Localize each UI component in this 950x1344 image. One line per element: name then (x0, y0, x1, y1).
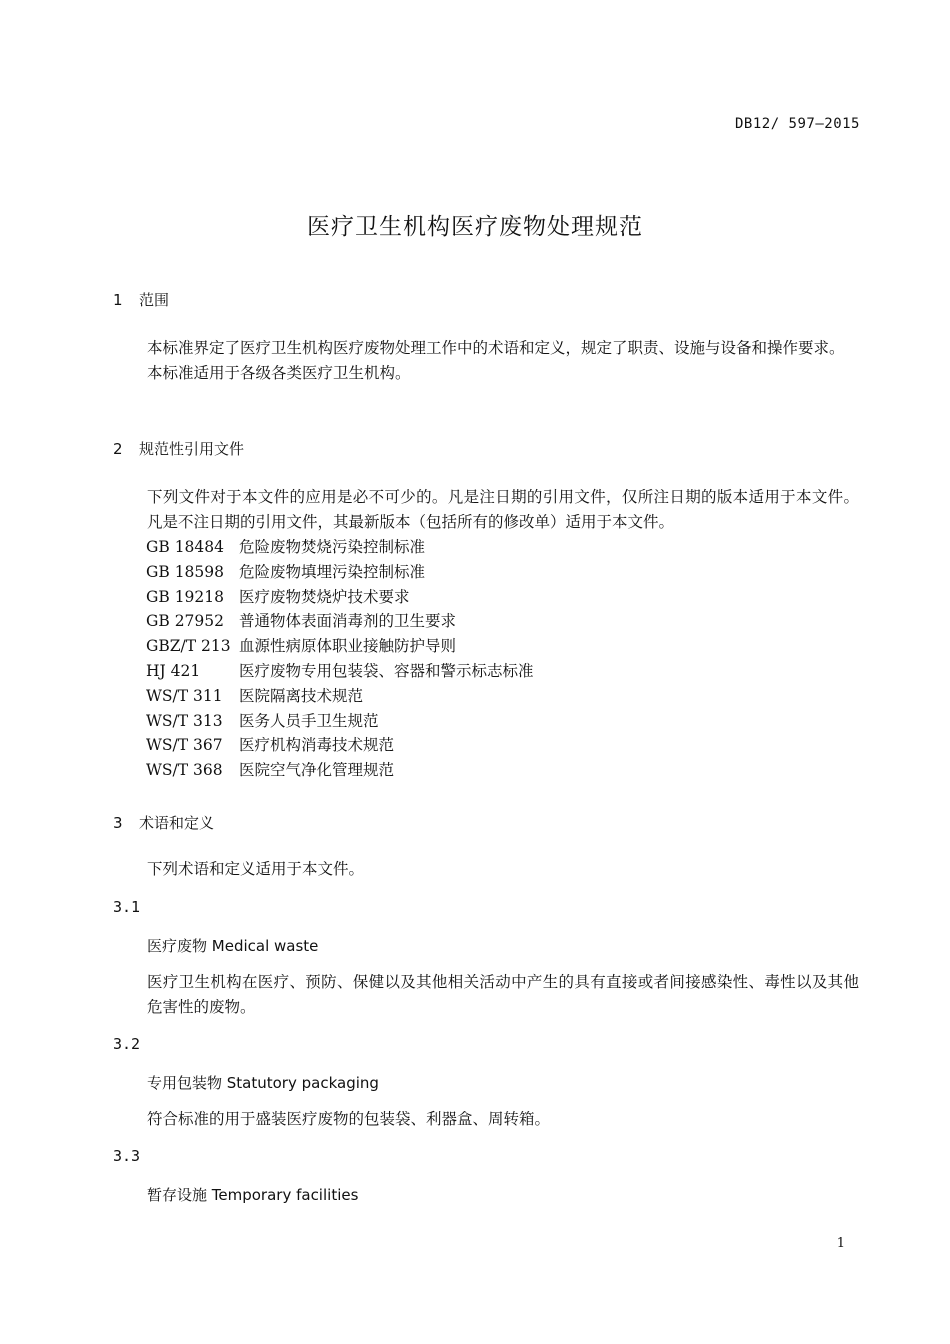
reference-item (146, 585, 534, 610)
reference-title: 医疗废物专用包装袋、容器和警示标志标准 (239, 661, 534, 680)
term-3-2: 专用包装物 Statutory packaging (147, 1074, 379, 1092)
reference-title: 普通物体表面消毒剂的卫生要求 (239, 612, 457, 631)
page-title: 医疗卫生机构医疗废物处理规范 (307, 214, 643, 240)
section-1-paragraph (113, 336, 859, 386)
reference-title: 医务人员手卫生规范 (239, 711, 379, 730)
reference-item (146, 634, 534, 659)
subsection-3-2-number: 3.2 (113, 1035, 141, 1053)
reference-code: GB 18598 (146, 562, 225, 581)
paragraph-text: 符合标准的用于盛装医疗废物的包装袋、利器盒、周转箱。 (147, 1110, 551, 1128)
reference-title: 危险废物焚烧污染控制标准 (239, 538, 426, 556)
reference-item (146, 758, 534, 783)
subsection-3-3-number: 3.3 (113, 1147, 141, 1165)
section-title: 范围 (139, 291, 170, 309)
reference-code: HJ 421 (146, 661, 201, 680)
document-number: DB12/ 597—2015 (734, 116, 860, 132)
reference-title: 血源性病原体职业接触防护导则 (239, 637, 457, 656)
section-title: 术语和定义 (139, 814, 215, 832)
paragraph-text: 本标准界定了医疗卫生机构医疗废物处理工作中的术语和定义，规定了职责、设施与设备和操作要求。 (147, 339, 845, 357)
section-number: 3 (113, 814, 123, 832)
section-2-heading (113, 438, 244, 459)
reference-item (146, 733, 534, 758)
reference-title: 危险废物填埋污染控制标准 (239, 562, 426, 581)
reference-code: GB 19218 (146, 587, 225, 606)
term-3-3: 暂存设施 Temporary facilities (147, 1186, 359, 1204)
paragraph-text: 下列文件对于本文件的应用是必不可少的。凡是注日期的引用文件，仅所注日期的版本适用于本文件。凡是不注日期的引用文件，其最新版本（包括所有的修改单）适用于本文件。 (147, 488, 859, 531)
reference-code: WS/T 313 (146, 711, 223, 730)
definition-3-2 (113, 1107, 859, 1132)
reference-list (146, 535, 534, 783)
reference-item (146, 659, 534, 684)
paragraph-text: 本标准适用于各级各类医疗卫生机构。 (147, 364, 411, 382)
reference-code: GB 18484 (146, 538, 225, 556)
subsection-3-1-number: 3.1 (113, 898, 141, 916)
reference-item (146, 709, 534, 734)
section-title: 规范性引用文件 (139, 440, 245, 458)
section-1-heading (113, 289, 169, 310)
reference-code: WS/T 311 (146, 686, 223, 705)
section-number: 2 (113, 440, 123, 458)
reference-title: 医疗废物焚烧炉技术要求 (239, 587, 410, 606)
reference-item (146, 535, 534, 560)
reference-code: WS/T 367 (146, 736, 223, 755)
reference-title: 医疗机构消毒技术规范 (239, 736, 395, 755)
reference-item (146, 609, 534, 634)
section-number: 1 (113, 291, 123, 309)
page-number: 1 (836, 1236, 845, 1251)
section-2-intro (113, 485, 859, 535)
reference-item (146, 560, 534, 585)
reference-item (146, 684, 534, 709)
reference-code: GB 27952 (146, 612, 225, 631)
reference-title: 医院隔离技术规范 (239, 686, 364, 705)
term-3-1: 医疗废物 Medical waste (147, 937, 319, 955)
section-3-intro (113, 857, 859, 882)
reference-code: GBZ/T 213 (146, 637, 231, 656)
paragraph-text: 医疗卫生机构在医疗、预防、保健以及其他相关活动中产生的具有直接或者间接感染性、毒性以及其他危害性的废物。 (147, 973, 859, 1016)
section-3-heading (113, 812, 214, 833)
definition-3-1 (113, 970, 859, 1020)
paragraph-text: 下列术语和定义适用于本文件。 (147, 860, 365, 878)
reference-code: WS/T 368 (146, 761, 223, 780)
reference-title: 医院空气净化管理规范 (239, 761, 395, 780)
